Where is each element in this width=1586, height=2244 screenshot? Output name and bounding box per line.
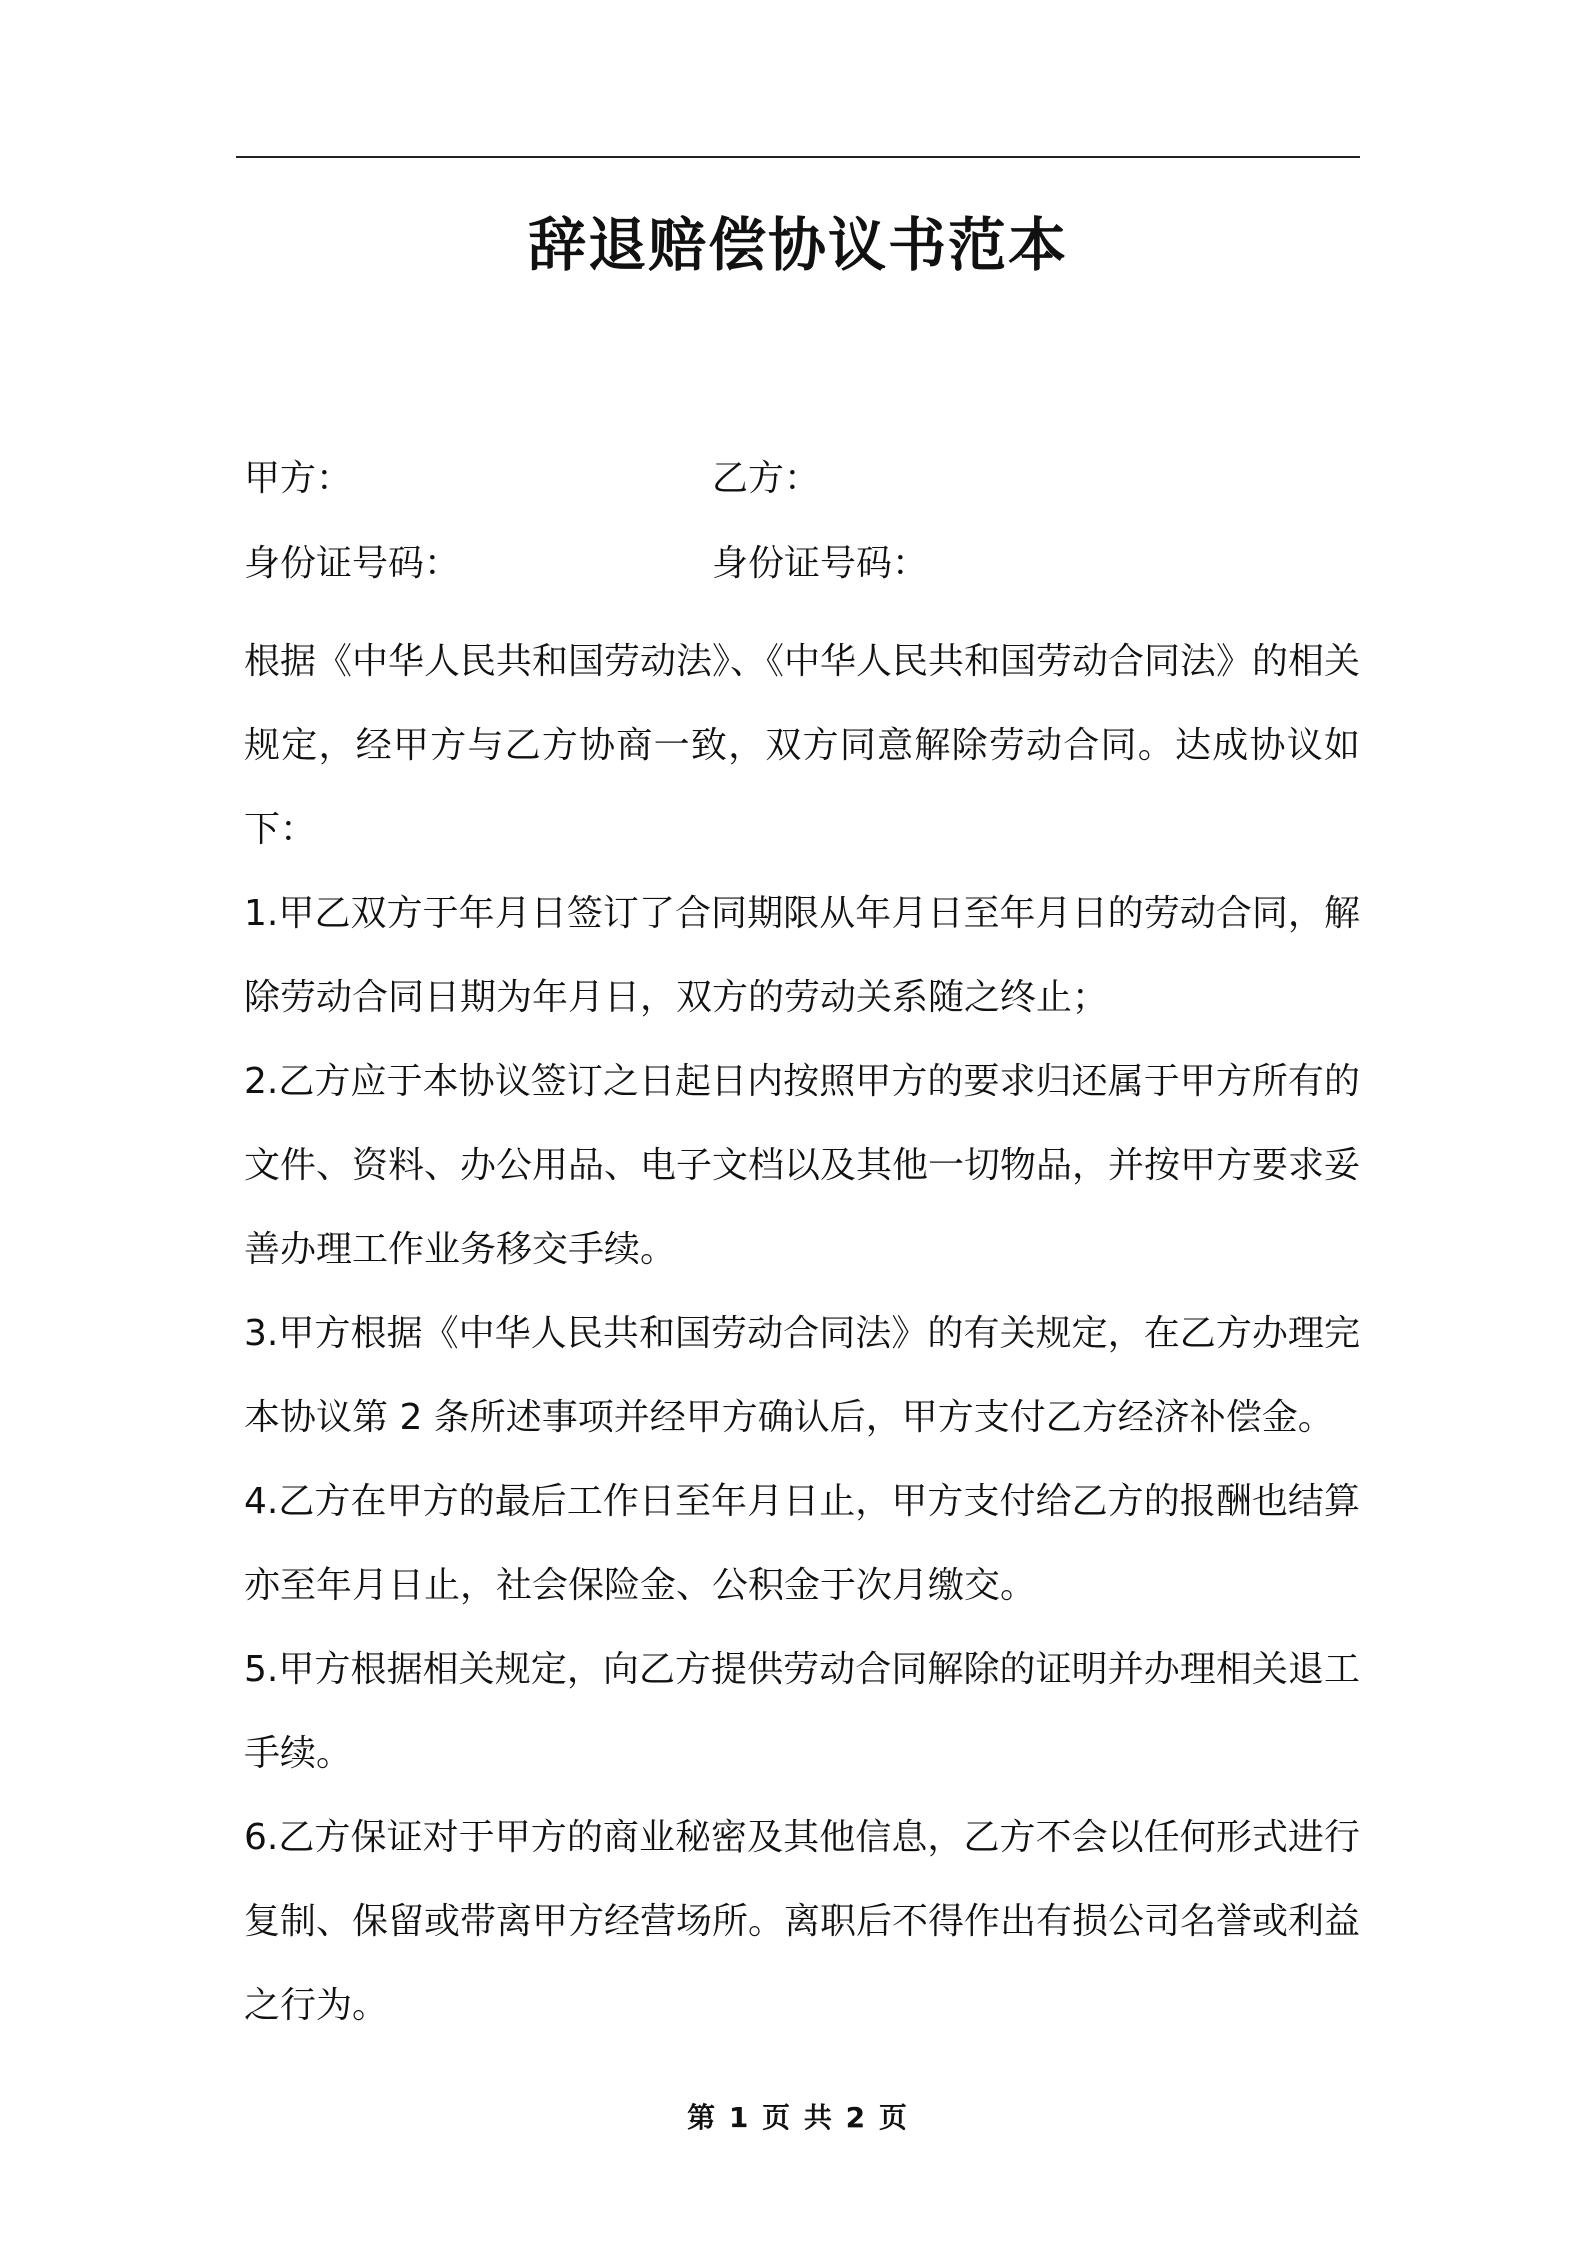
party-b-label: 乙方： — [712, 458, 821, 499]
clause-6: 6.乙方保证对于甲方的商业秘密及其他信息，乙方不会以任何形式进行复制、保留或带离甲方经营场所。离职后不得作出有损公司名誉或利益之行为。 — [244, 1817, 1361, 2026]
preamble-paragraph: 根据《中华人民共和国劳动法》、《中华人民共和国劳动合同法》的相关规定，经甲方与乙方协商一致，双方同意解除劳动合同。达成协议如下： — [244, 641, 1361, 850]
page-number-footer: 第 1 页 共 2 页 — [687, 2101, 909, 2134]
party-a-id-label: 身份证号码： — [244, 543, 461, 584]
party-b-id-label: 身份证号码： — [712, 543, 929, 584]
header-divider — [236, 156, 1360, 158]
clause-3: 3.甲方根据《中华人民共和国劳动合同法》的有关规定，在乙方办理完本协议第 2 条所述事项并经甲方确认后，甲方支付乙方经济补偿金。 — [244, 1313, 1360, 1438]
clause-2: 2.乙方应于本协议签订之日起日内按照甲方的要求归还属于甲方所有的文件、资料、办公用品、电子文档以及其他一切物品，并按甲方要求妥善办理工作业务移交手续。 — [244, 1061, 1361, 1270]
agreement-body — [244, 620, 1360, 2048]
party-a-label: 甲方： — [244, 458, 353, 499]
clause-4: 4.乙方在甲方的最后工作日至年月日止，甲方支付给乙方的报酬也结算亦至年月日止，社会保险金、公积金于次月缴交。 — [244, 1481, 1360, 1606]
clause-1: 1.甲乙双方于年月日签订了合同期限从年月日至年月日的劳动合同，解除劳动合同日期为年月日，双方的劳动关系随之终止； — [244, 893, 1360, 1018]
clause-5: 5.甲方根据相关规定，向乙方提供劳动合同解除的证明并办理相关退工手续。 — [244, 1649, 1360, 1774]
document-title: 辞退赔偿协议书范本 — [527, 211, 1068, 279]
